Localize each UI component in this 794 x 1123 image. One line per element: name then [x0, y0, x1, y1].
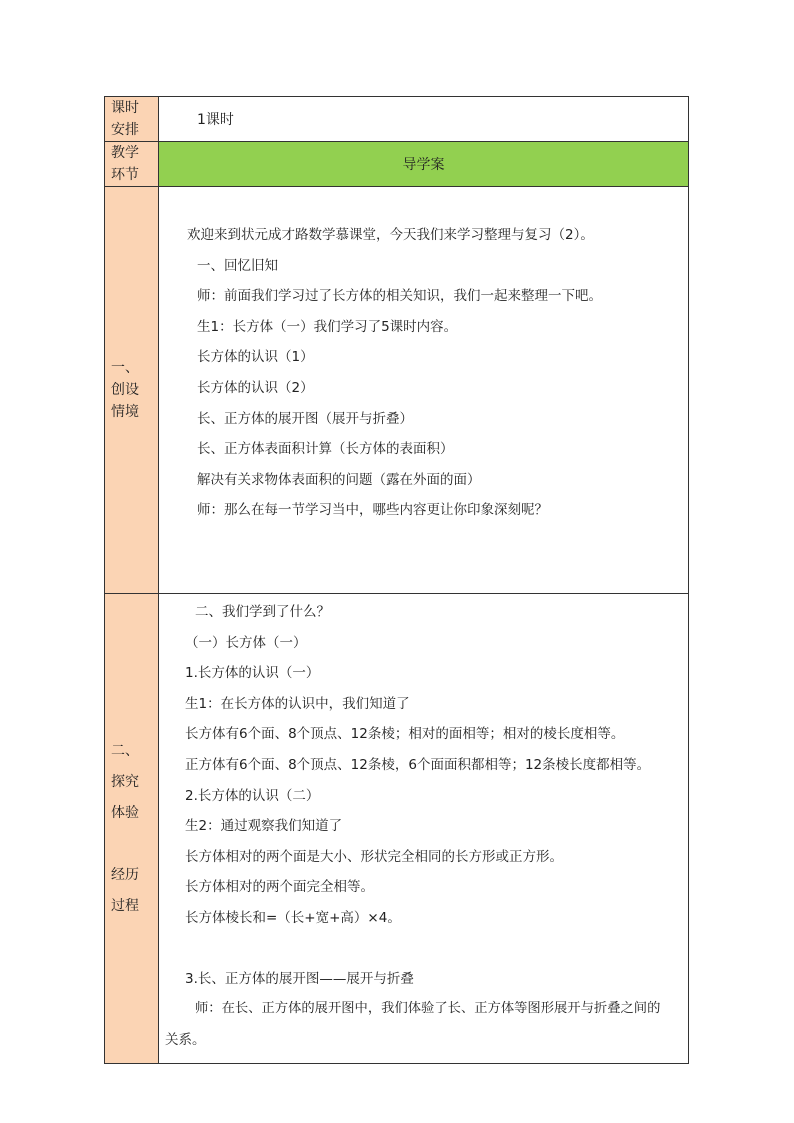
label-line: 过程 [111, 897, 139, 914]
section-2-content [159, 594, 689, 1064]
label-section-1 [105, 187, 159, 594]
content-line: 师：前面我们学习过了长方体的相关知识，我们一起来整理一下吧。 [197, 288, 602, 305]
label-line: 情境 [111, 404, 139, 420]
label-line: 探究 [111, 773, 139, 790]
guide-plan-header: 导学案 [159, 142, 689, 187]
label-line: 安排 [111, 122, 139, 138]
content-line: 解决有关求物体表面积的问题（露在外面的面） [197, 471, 481, 488]
label-line: 环节 [111, 167, 139, 183]
content-spacer [185, 934, 682, 964]
content-line: 师：在长、正方体的展开图中，我们体验了长、正方体等图形展开与折叠之间的 [195, 1001, 661, 1017]
content-line: 关系。 [165, 1031, 206, 1048]
label-line: 教学 [111, 145, 139, 161]
content-line: 长方体相对的两个面是大小、形状完全相同的长方形或正方形。 [185, 848, 563, 865]
content-line: 2.长方体的认识（二） [185, 787, 320, 804]
lesson-plan-table [104, 96, 689, 1064]
content-line: 长方体的认识（2） [197, 379, 314, 396]
content-line: 生1：在长方体的认识中，我们知道了 [185, 695, 410, 712]
row-teaching-step [105, 142, 689, 187]
label-line: 创设 [111, 382, 139, 398]
row-section-2 [105, 594, 689, 1064]
content-line: 生1：长方体（一）我们学习了5课时内容。 [197, 318, 458, 335]
content-line: 二、我们学到了什么？ [195, 604, 330, 620]
label-teaching-step [105, 142, 159, 187]
content-line: 长方体有6个面、8个顶点、12条棱；相对的面相等；相对的棱长度相等。 [185, 726, 625, 743]
label-line: 体验 [111, 804, 139, 821]
content-line: 长、正方体的展开图（展开与折叠） [197, 410, 413, 427]
content-line: 3.长、正方体的展开图——展开与折叠 [185, 970, 414, 987]
label-class-hours [105, 97, 159, 142]
content-line: 长方体相对的两个面完全相等。 [185, 879, 374, 896]
label-gap [111, 829, 156, 860]
row-section-1 [105, 187, 689, 594]
class-hours-value: 1课时 [159, 97, 689, 142]
content-line: 1.长方体的认识（一） [185, 665, 320, 682]
label-section-2 [105, 594, 159, 1064]
content-line: 长方体棱长和=（长+宽+高）×4。 [185, 909, 401, 926]
section-1-content [159, 187, 689, 594]
content-line: 长方体的认识（1） [197, 349, 314, 366]
content-line: 一、回忆旧知 [197, 257, 278, 274]
content-line: 长、正方体表面积计算（长方体的表面积） [197, 441, 454, 458]
content-line: 欢迎来到状元成才路数学慕课堂，今天我们来学习整理与复习（2）。 [187, 227, 594, 243]
label-line: 二、 [111, 742, 139, 759]
label-line: 一、 [111, 360, 139, 376]
content-line: 正方体有6个面、8个顶点、12条棱，6个面面积都相等；12条棱长度都相等。 [185, 756, 651, 773]
row-class-hours [105, 97, 689, 142]
label-line: 课时 [111, 100, 139, 116]
content-line: （一）长方体（一） [185, 634, 307, 651]
content-line: 师：那么在每一节学习当中，哪些内容更让你印象深刻呢？ [197, 502, 548, 519]
label-line: 经历 [111, 866, 139, 883]
content-line: 生2：通过观察我们知道了 [185, 818, 343, 835]
